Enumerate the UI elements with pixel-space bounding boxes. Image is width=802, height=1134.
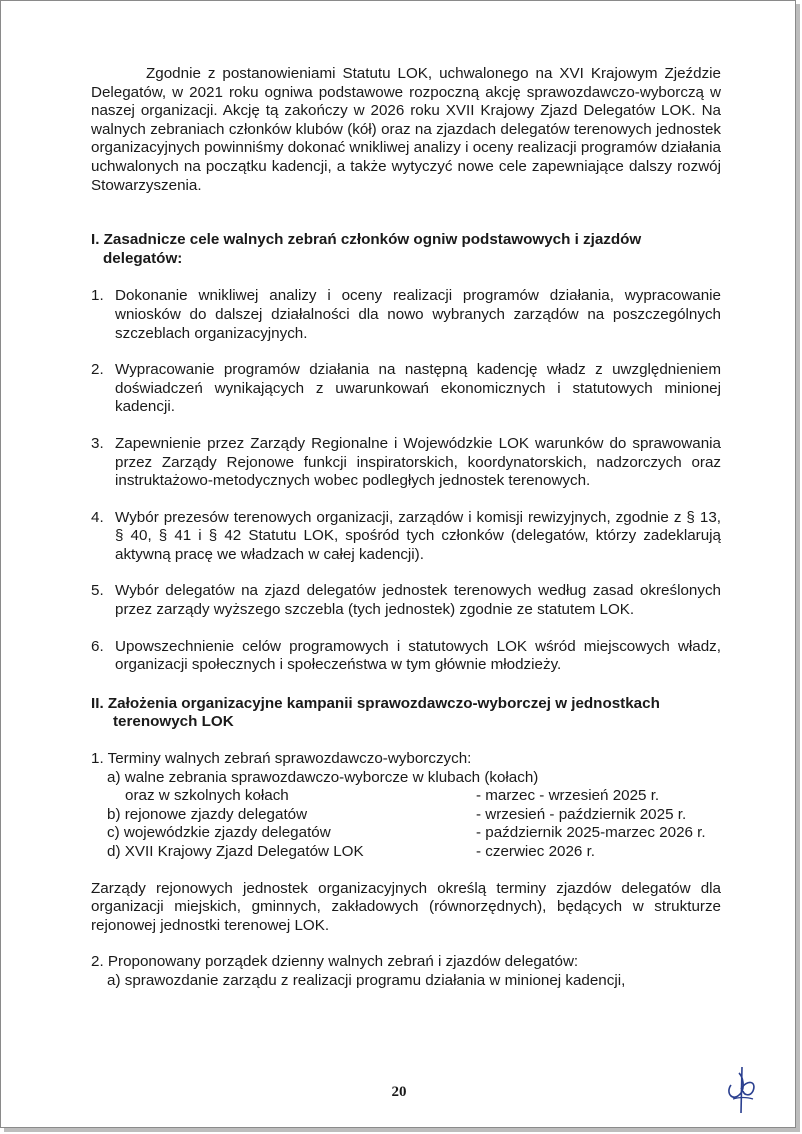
item-text: Wybór delegatów na zjazd delegatów jednostek terenowych według zasad określonych przez zarządy wyższego szczebla (tych jednostek) zgodnie ze statutem LOK. [115, 582, 721, 619]
term-date: - marzec - wrzesień 2025 r. [476, 787, 660, 805]
section-1-item [91, 361, 721, 417]
page-number: 20 [391, 1084, 407, 1100]
term-date: - październik 2025-marzec 2026 r. [476, 824, 706, 842]
terms-heading: 1. Terminy walnych zebrań sprawozdawczo-wyborczych: [91, 750, 472, 768]
term-date: - czerwiec 2026 r. [476, 843, 596, 860]
item-number: 4. [91, 508, 104, 526]
term-label: b) rejonowe zjazdy delegatów [107, 805, 308, 823]
term-label: oraz w szkolnych kołach [125, 787, 289, 805]
item-number: 5. [91, 582, 104, 600]
item-number: 2. [91, 361, 104, 379]
item-text: Wypracowanie programów działania na następną kadencję władz z uwzględnieniem doświadczeń wynikających z uwarunkowań ekonomicznych i statutowych minionej kadencji. [115, 361, 721, 416]
item-text: Zapewnienie przez Zarządy Regionalne i Wojewódzkie LOK warunków do sprawowania przez Zarządy Rejonowe funkcji inspiratorskich, koordynatorskich, nadzorczych oraz instruktażowo-metodycznych wobec podległych jednostek terenowych. [115, 434, 721, 490]
section-1-heading: I. Zasadnicze cele walnych zebrań członków ogniw podstawowych i zjazdów delegatów: [91, 231, 642, 267]
terms-item-a: a) walne zebrania sprawozdawczo-wyborcze w klubach (kołach) [107, 768, 539, 786]
section-1-item [91, 287, 721, 343]
section-1-item [91, 582, 721, 619]
section-1-item [91, 509, 721, 565]
term-label: d) XVII Krajowy Zjazd Delegatów LOK [107, 843, 364, 860]
term-label: c) wojewódzkie zjazdy delegatów [107, 824, 331, 842]
terms-schedule [91, 787, 721, 861]
item-number: 6. [91, 637, 104, 655]
page-content [91, 65, 721, 991]
item-text: Upowszechnienie celów programowych i statutowych LOK wśród miejscowych władz, organizacji społecznych i społeczeństwa w tym głównie młodzieży. [115, 637, 721, 674]
section-1-item [91, 435, 721, 491]
item-text: Dokonanie wnikliwej analizy i oceny realizacji programów działania, wypracowanie wniosków do dalszej działalności dla nowo wybranych zarządów na poszczególnych szczeblach organizacyjnych. [115, 287, 721, 342]
agenda-item-a: a) sprawozdanie zarządu z realizacji programu działania w minionej kadencji, [107, 971, 626, 989]
section-1-item [91, 638, 721, 675]
term-date: - wrzesień - październik 2025 r. [476, 805, 687, 823]
item-number: 1. [91, 287, 104, 305]
agenda-heading: 2. Proponowany porządek dzienny walnych zebrań i zjazdów delegatów: [91, 953, 579, 971]
structure-paragraph: Zarządy rejonowych jednostek organizacyjnych określą terminy zjazdów delegatów dla organizacji miejskich, gminnych, zakładowych (równorzędnych), będących w strukturze rejonowej jednostki terenowej LOK. [91, 879, 721, 934]
intro-paragraph: Zgodnie z postanowieniami Statutu LOK, uchwalonego na XVI Krajowym Zjeździe Delegatów, w 2021 roku ogniwa podstawowe rozpoczną akcję sprawozdawczo-wyborczą w naszej organizacji. Akcję tą zakończy w 2026 roku XVII Krajowy Zjazd Delegatów LOK. Na walnych zebraniach członków klubów (kół) oraz na zjazdach delegatów terenowych jednostek organizacyjnych powinniśmy dokonać wnikliwej analizy i oceny realizacji programów działania uchwalonych na początku kadencji, a także wytyczyć nowe cele zapewniające dalszy rozwój Stowarzyszenia. [91, 65, 721, 194]
item-text: Wybór prezesów terenowych organizacji, zarządów i komisji rewizyjnych, zgodnie z § 13, § 40, § 41 i § 42 Statutu LOK, spośród tych członków (delegatów, którzy zadeklarują aktywną pracę we władzach w całej kadencji). [115, 508, 721, 563]
signature-initials-icon [723, 1063, 761, 1115]
item-number: 3. [91, 434, 104, 452]
section-2-heading: II. Założenia organizacyjne kampanii sprawozdawczo-wyborczej w jednostkach terenowych LOK [91, 694, 660, 731]
